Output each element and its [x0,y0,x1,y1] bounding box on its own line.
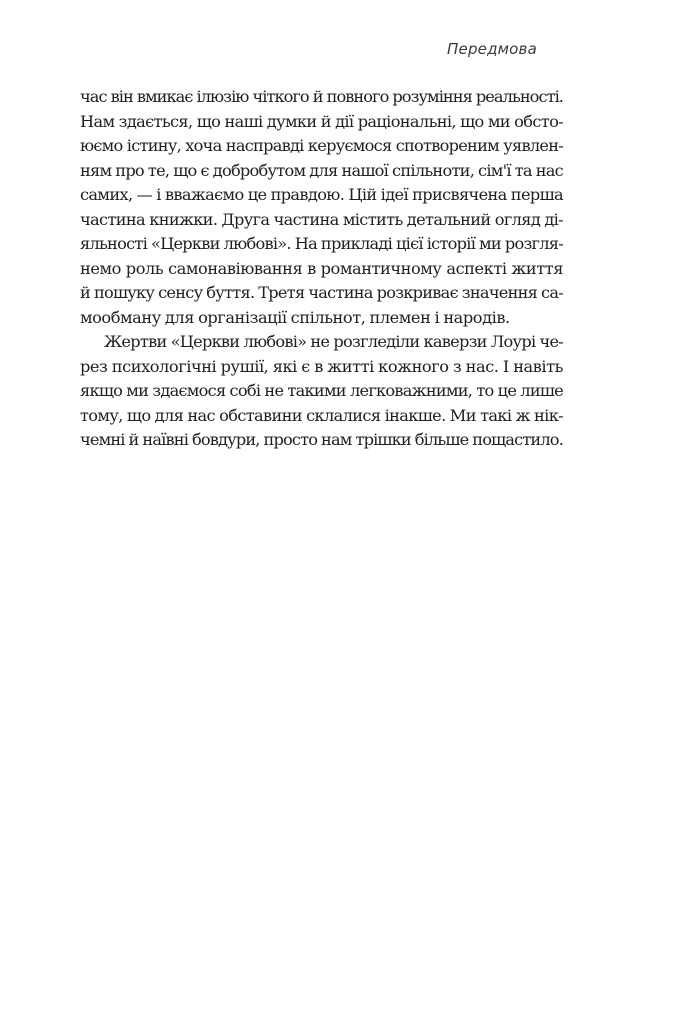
running-head: Передмова [447,40,537,58]
text-line: чемні й наївні бовдури, просто нам трішки більше пощастило. [80,430,563,449]
paragraph-1 [80,85,563,330]
text-line: якщо ми здаємося собі не такими легковажними, то це лише [80,381,563,400]
text-line: Жертви «Церкви любові» не розгледіли каверзи Лоурі че- [104,332,563,351]
text-line: Нам здається, що наші думки й дії раціональні, що ми обсто- [80,111,563,131]
text-line: тому, що для нас обставини склалися інакше. Ми такі ж нік- [80,405,563,425]
text-line: юємо істину, хоча насправді керуємося спотвореним уявлен- [80,136,563,155]
text-line: ням про те, що є добробутом для нашої спільноти, сім'ї та нас [80,160,563,180]
text-line: частина книжки. Друга частина містить детальний огляд ді- [80,209,563,229]
text-line: й пошуку сенсу буття. Третя частина розкриває значення са- [80,283,563,302]
text-line: мообману для організації спільнот, племен і народів. [80,307,510,327]
paragraph-2 [80,330,563,453]
text-line: яльності «Церкви любові». На прикладі цієї історії ми розгля- [80,234,563,253]
text-line: рез психологічні рушії, які є в житті кожного з нас. І навіть [80,356,563,376]
text-line: час він вмикає ілюзію чіткого й повного розуміння реальності. [80,87,563,106]
body-text [80,85,563,453]
text-line: немо роль самонавіювання в романтичному аспекті життя [80,258,563,278]
text-line: самих, — і вважаємо це правдою. Цій ідеї присвячена перша [80,185,563,204]
